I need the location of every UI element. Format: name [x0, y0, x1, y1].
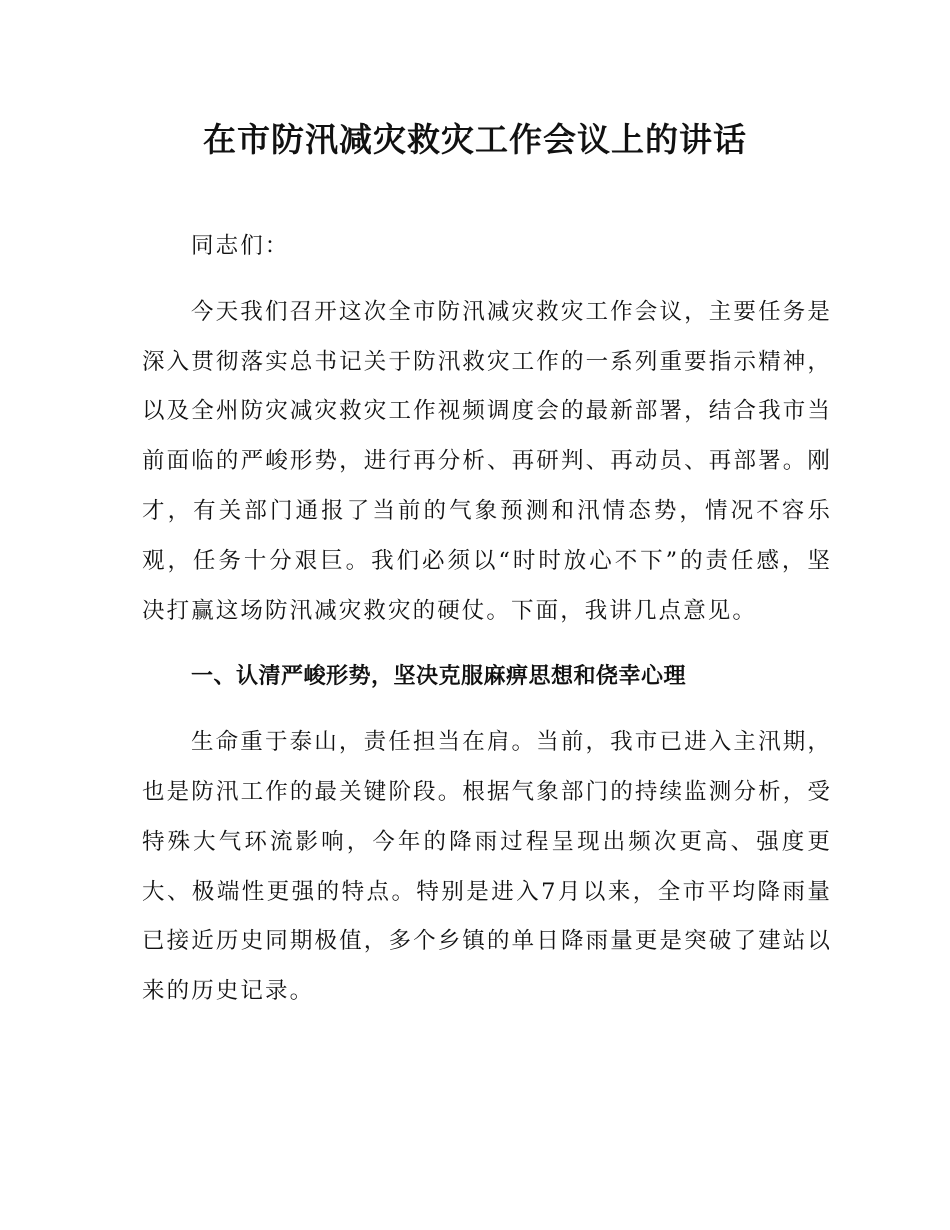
salutation: 同志们：	[191, 233, 290, 259]
section-1-heading: 一、认清严峻形势，坚决克服麻痹思想和侥幸心理	[191, 664, 687, 690]
intro-paragraph: 今天我们召开这次全市防汛减灾救灾工作会议，主要任务是深入贯彻落实总书记关于防汛救灾工作的一系列重要指示精神，以及全州防灾减灾救灾工作视频调度会的最新部署，结合我市当前面临的严峻形势，进行再分析、再研判、再动员、再部署。刚才，有关部门通报了当前的气象预测和汛情态势，情况不容乐观，任务十分艰巨。我们必须以“时时放心不下”的责任感，坚决打赢这场防汛减灾救灾的硬仗。下面，我讲几点意见。	[142, 298, 832, 624]
document-title: 在市防汛减灾救灾工作会议上的讲话	[203, 120, 747, 159]
section-1-paragraph: 生命重于泰山，责任担当在肩。当前，我市已进入主汛期，也是防汛工作的最关键阶段。根据气象部门的持续监测分析，受特殊大气环流影响，今年的降雨过程呈现出频次更高、强度更大、极端性更强的特点。特别是进入7月以来，全市平均降雨量已接近历史同期极值，多个乡镇的单日降雨量更是突破了建站以来的历史记录。	[142, 729, 832, 1005]
document-body	[142, 222, 832, 1033]
